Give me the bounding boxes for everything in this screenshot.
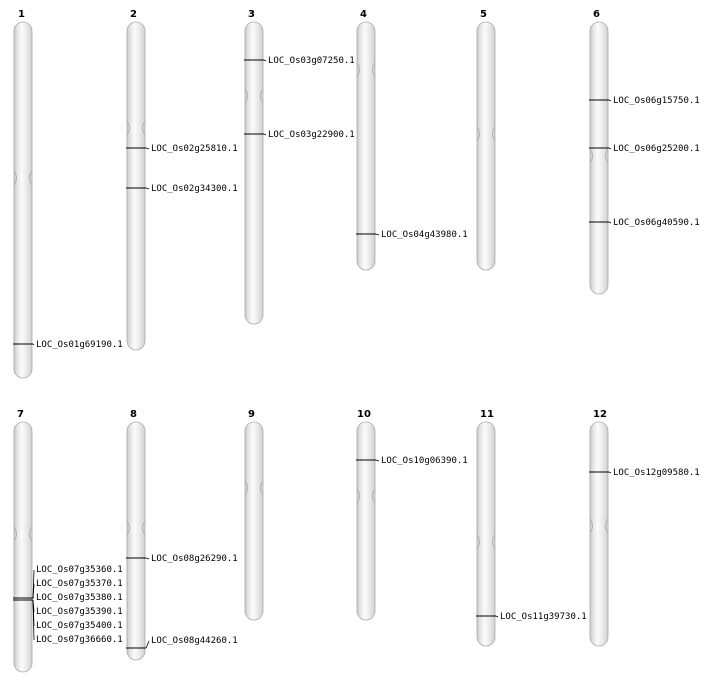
marker-leader-line [146,148,149,149]
marker-label: LOC_Os07g36660.1 [36,635,123,645]
marker-leader-line [609,100,611,101]
chromosome-label: 12 [593,409,607,420]
marker-leader-line [609,472,611,473]
marker-leader-line [609,148,611,149]
marker-label: LOC_Os10g06390.1 [381,456,468,466]
marker-label: LOC_Os02g25810.1 [151,144,238,154]
chromosome-label: 7 [17,409,24,420]
marker-label: LOC_Os12g09580.1 [613,468,700,478]
chromosome-label: 10 [357,409,371,420]
chromosome-label: 1 [18,9,25,20]
marker-leader-line [376,460,379,461]
chromosome-body [357,422,375,620]
marker-label: LOC_Os04g43980.1 [381,230,468,240]
marker-leader-line [264,134,266,135]
marker-leader-line [33,344,34,345]
marker-leader-line [146,188,149,189]
chromosome-body [477,22,495,270]
chromosome-label: 6 [593,9,600,20]
marker-label: LOC_Os02g34300.1 [151,184,238,194]
marker-leader-line [146,558,149,559]
chromosome-label: 3 [248,9,255,20]
marker-label: LOC_Os03g22900.1 [268,130,355,140]
chromosome-label: 9 [248,409,255,420]
marker-label: LOC_Os07g35390.1 [36,607,123,617]
chromosome-label: 8 [130,409,137,420]
chromosome-label: 4 [360,9,367,20]
chromosome-body [245,22,263,324]
chromosome-body [477,422,495,646]
marker-label: LOC_Os07g35360.1 [36,565,123,575]
chromosome-label: 2 [130,9,137,20]
chromosome-body [357,22,375,270]
chromosome-body [590,422,608,646]
chromosome-body [127,422,145,660]
chromosome-label: 5 [480,9,487,20]
marker-leader-line [264,60,266,61]
marker-label: LOC_Os03g07250.1 [268,56,355,66]
marker-label: LOC_Os01g69190.1 [36,340,123,350]
chromosome-body [127,22,145,350]
marker-label: LOC_Os08g44260.1 [151,636,238,646]
marker-label: LOC_Os07g35400.1 [36,621,123,631]
marker-label: LOC_Os06g15750.1 [613,96,700,106]
chromosome-body [245,422,263,620]
marker-label: LOC_Os07g35380.1 [36,593,123,603]
marker-label: LOC_Os11g39730.1 [500,612,587,622]
marker-label: LOC_Os07g35370.1 [36,579,123,589]
chromosome-body [14,422,32,672]
marker-leader-line [496,616,498,617]
marker-leader-line [609,222,611,223]
chromosome-label: 11 [480,409,494,420]
marker-label: LOC_Os06g25200.1 [613,144,700,154]
marker-label: LOC_Os06g40590.1 [613,218,700,228]
marker-leader-line [376,234,379,235]
marker-label: LOC_Os08g26290.1 [151,554,238,564]
chromosome-body [14,22,32,378]
marker-leader-line [146,641,149,648]
